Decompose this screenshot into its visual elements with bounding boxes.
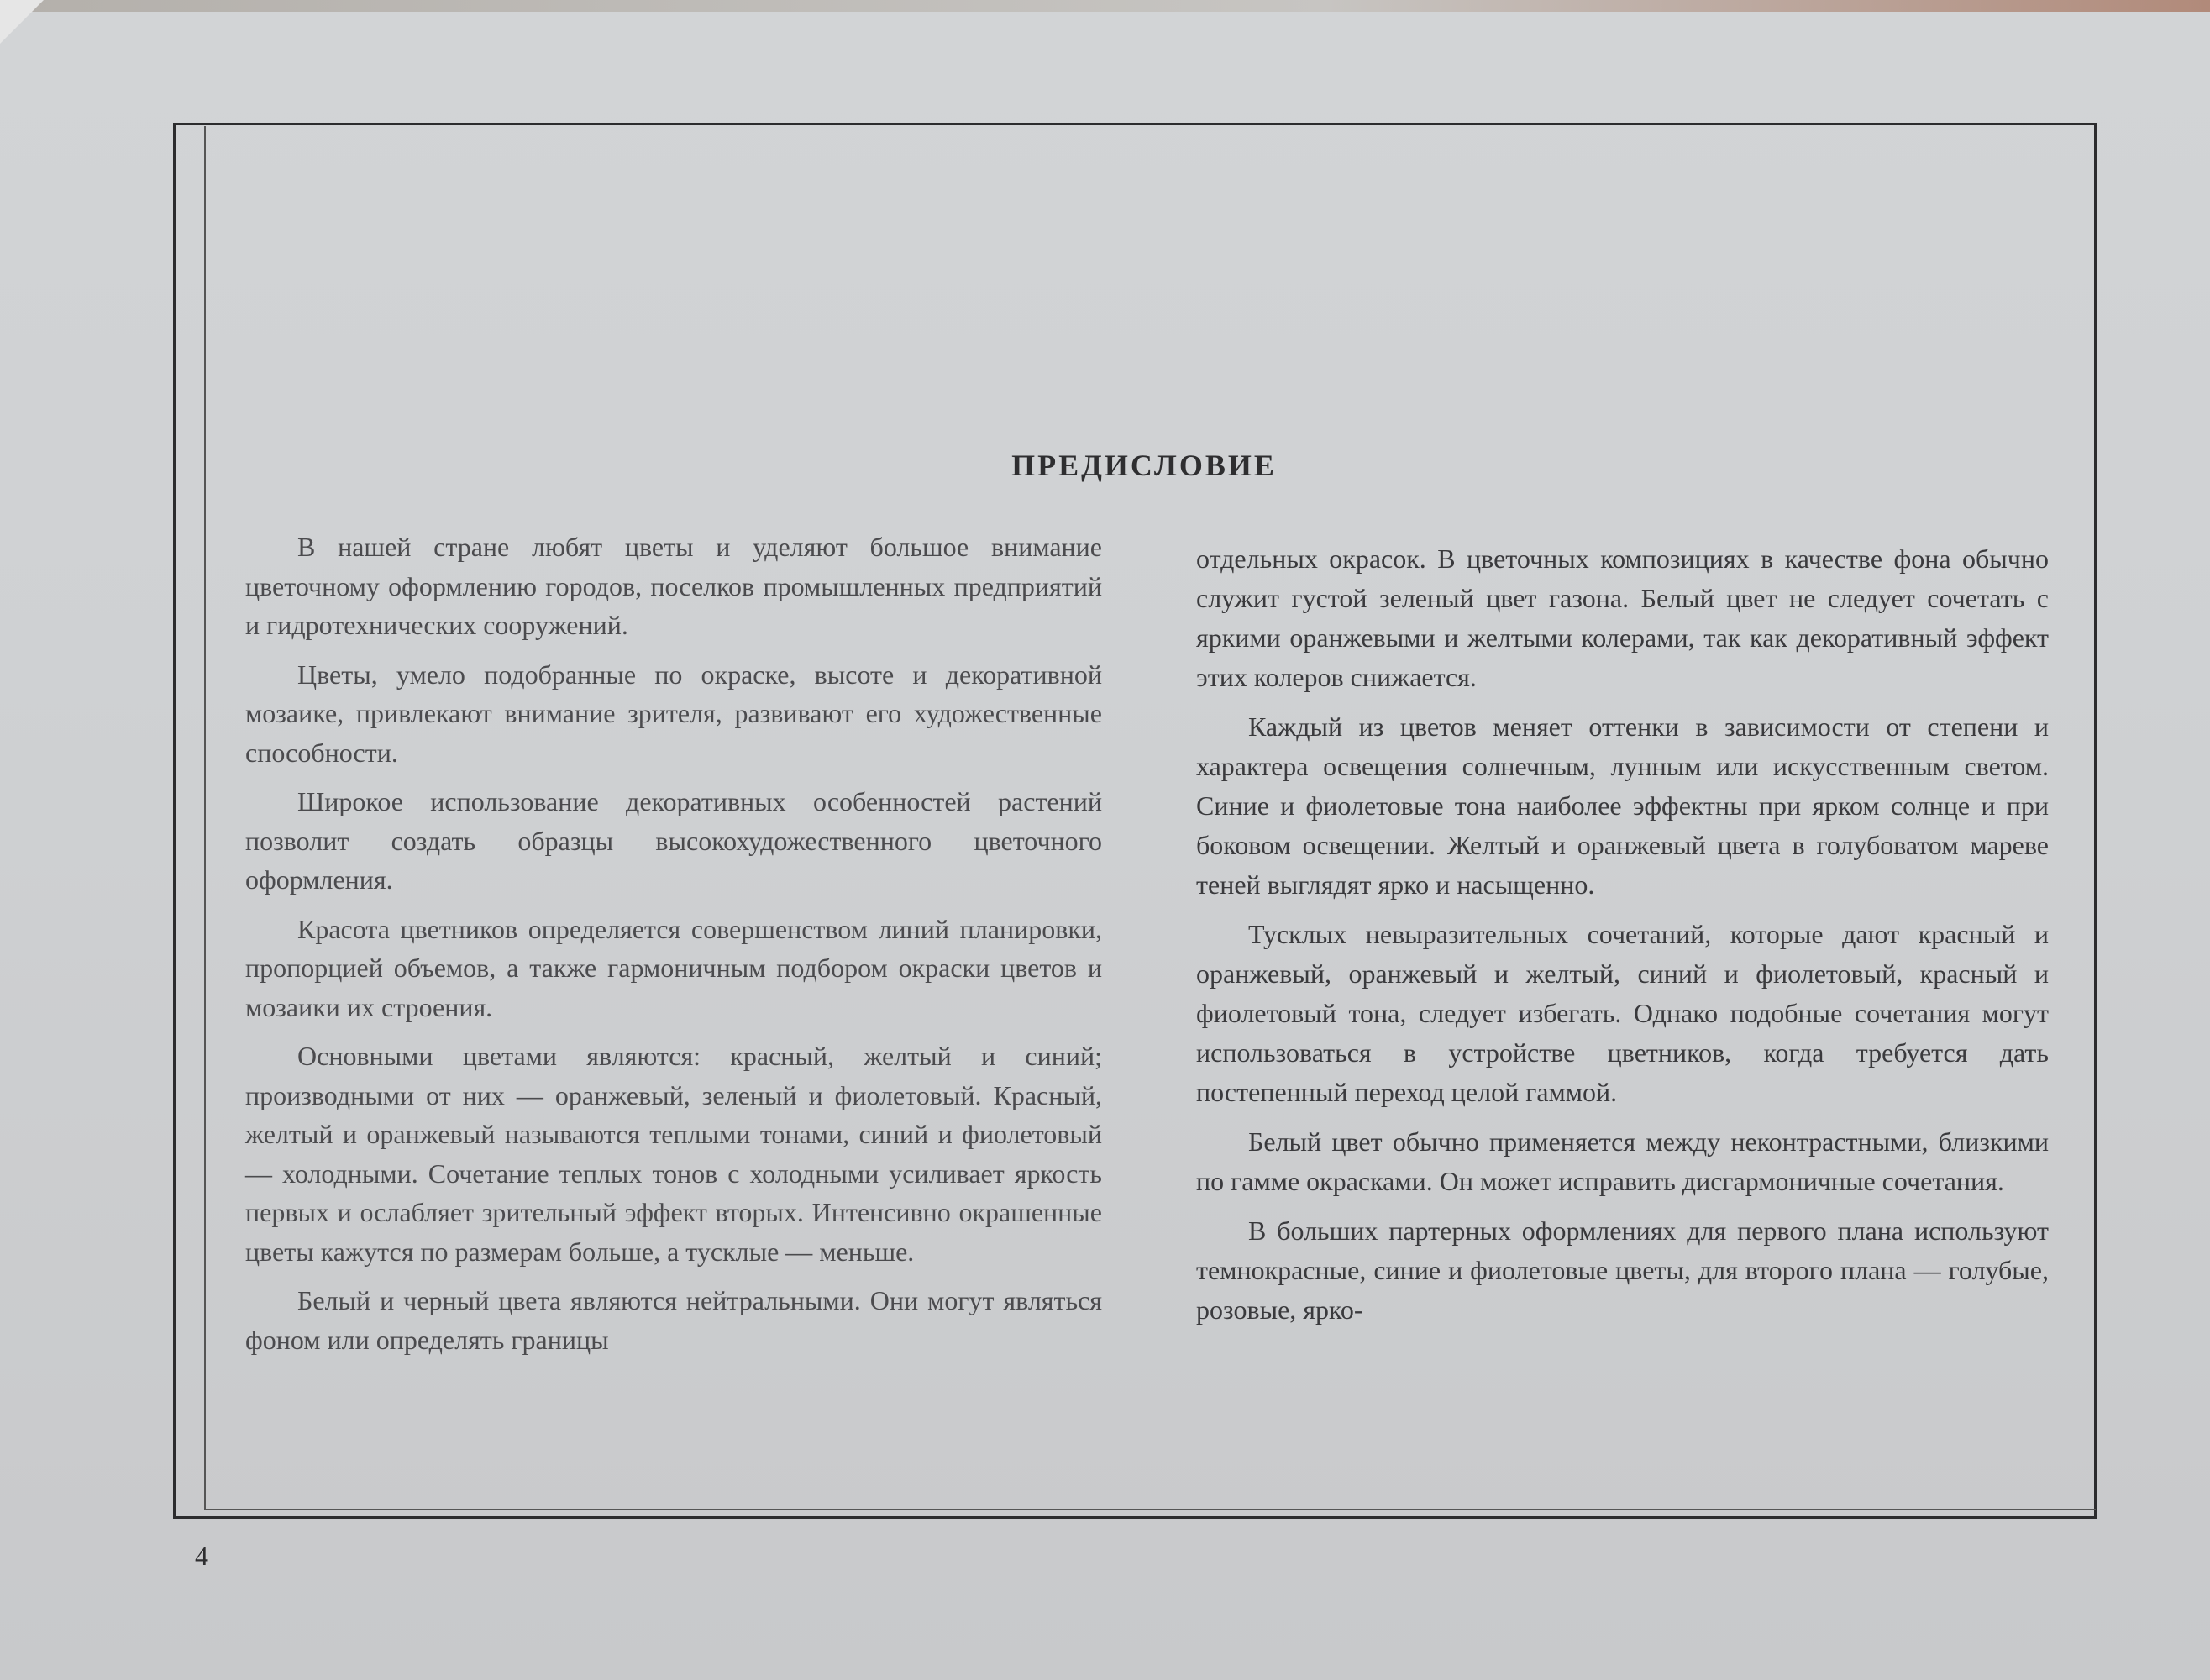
paragraph: Широкое использование декоративных особенностей растений позволит создать образцы высокохудожественного цветочного оформления. (245, 786, 1102, 895)
paragraph: В больших партерных оформлениях для первого плана используют темнокрасные, синие и фиолетовые цветы, для второго плана — голубые, розовые, ярко- (1196, 1215, 2049, 1325)
page-number: 4 (195, 1541, 208, 1571)
paragraph: Белый и черный цвета являются нейтральными. Они могут являться фоном или определять границы (245, 1285, 1102, 1355)
right-column (1196, 539, 2049, 1340)
paragraph: Тусклых невыразительных сочетаний, которые дают красный и оранжевый, оранжевый и желтый, синий и фиолетовый, красный и фиолетовый тона, следует избегать. Однако подобные сочетания могут использоваться в устройстве цветников, когда требуется дать постепенный переход целой гаммой. (1196, 919, 2049, 1107)
paragraph: Белый цвет обычно применяется между неконтрастными, близкими по гамме окрасками. Он может исправить дисгармоничные сочетания. (1196, 1126, 2049, 1196)
paragraph: Каждый из цветов меняет оттенки в зависимости от степени и характера освещения солнечным, лунным или искусственным светом. Синие и фиолетовые тона наиболее эффектны при ярком солнце и при боковом освещении. Желтый и оранжевый цвета в голубоватом мареве теней выглядят ярко и насыщенно. (1196, 711, 2049, 900)
page-top-edge (0, 0, 2210, 12)
paragraph: Цветы, умело подобранные по окраске, высоте и декоративной мозаике, привлекают внимание зрителя, развивают его художественные способности. (245, 659, 1102, 768)
left-column (245, 528, 1102, 1369)
paragraph: Основными цветами являются: красный, желтый и синий; производными от них — оранжевый, зеленый и фиолетовый. Красный, желтый и оранжевый называются теплыми тонами, синий и фиолетовый — холодными. Сочетание теплых тонов с холодными усиливает яркость первых и ослабляет зрительный эффект вторых. Интенсивно окрашенные цветы кажутся по размерам больше, а тусклые — меньше. (245, 1041, 1102, 1267)
paragraph: В нашей стране любят цветы и уделяют большое внимание цветочному оформлению городов, поселков промышленных предприятий и гидротехнических сооружений. (245, 532, 1102, 640)
page-corner-fold (0, 0, 44, 44)
page-title: ПРЕДИСЛОВИЕ (1011, 449, 1277, 482)
paragraph: Красота цветников определяется совершенством линий планировки, пропорцией объемов, а также гармоничным подбором окраски цветов и мозаики их строения. (245, 913, 1102, 1022)
paragraph: отдельных окрасок. В цветочных композициях в качестве фона обычно служит густой зеленый цвет газона. Белый цвет не следует сочетать с яркими оранжевыми и желтыми колерами, так как декоративный эффект этих колеров снижается. (1196, 543, 2049, 692)
